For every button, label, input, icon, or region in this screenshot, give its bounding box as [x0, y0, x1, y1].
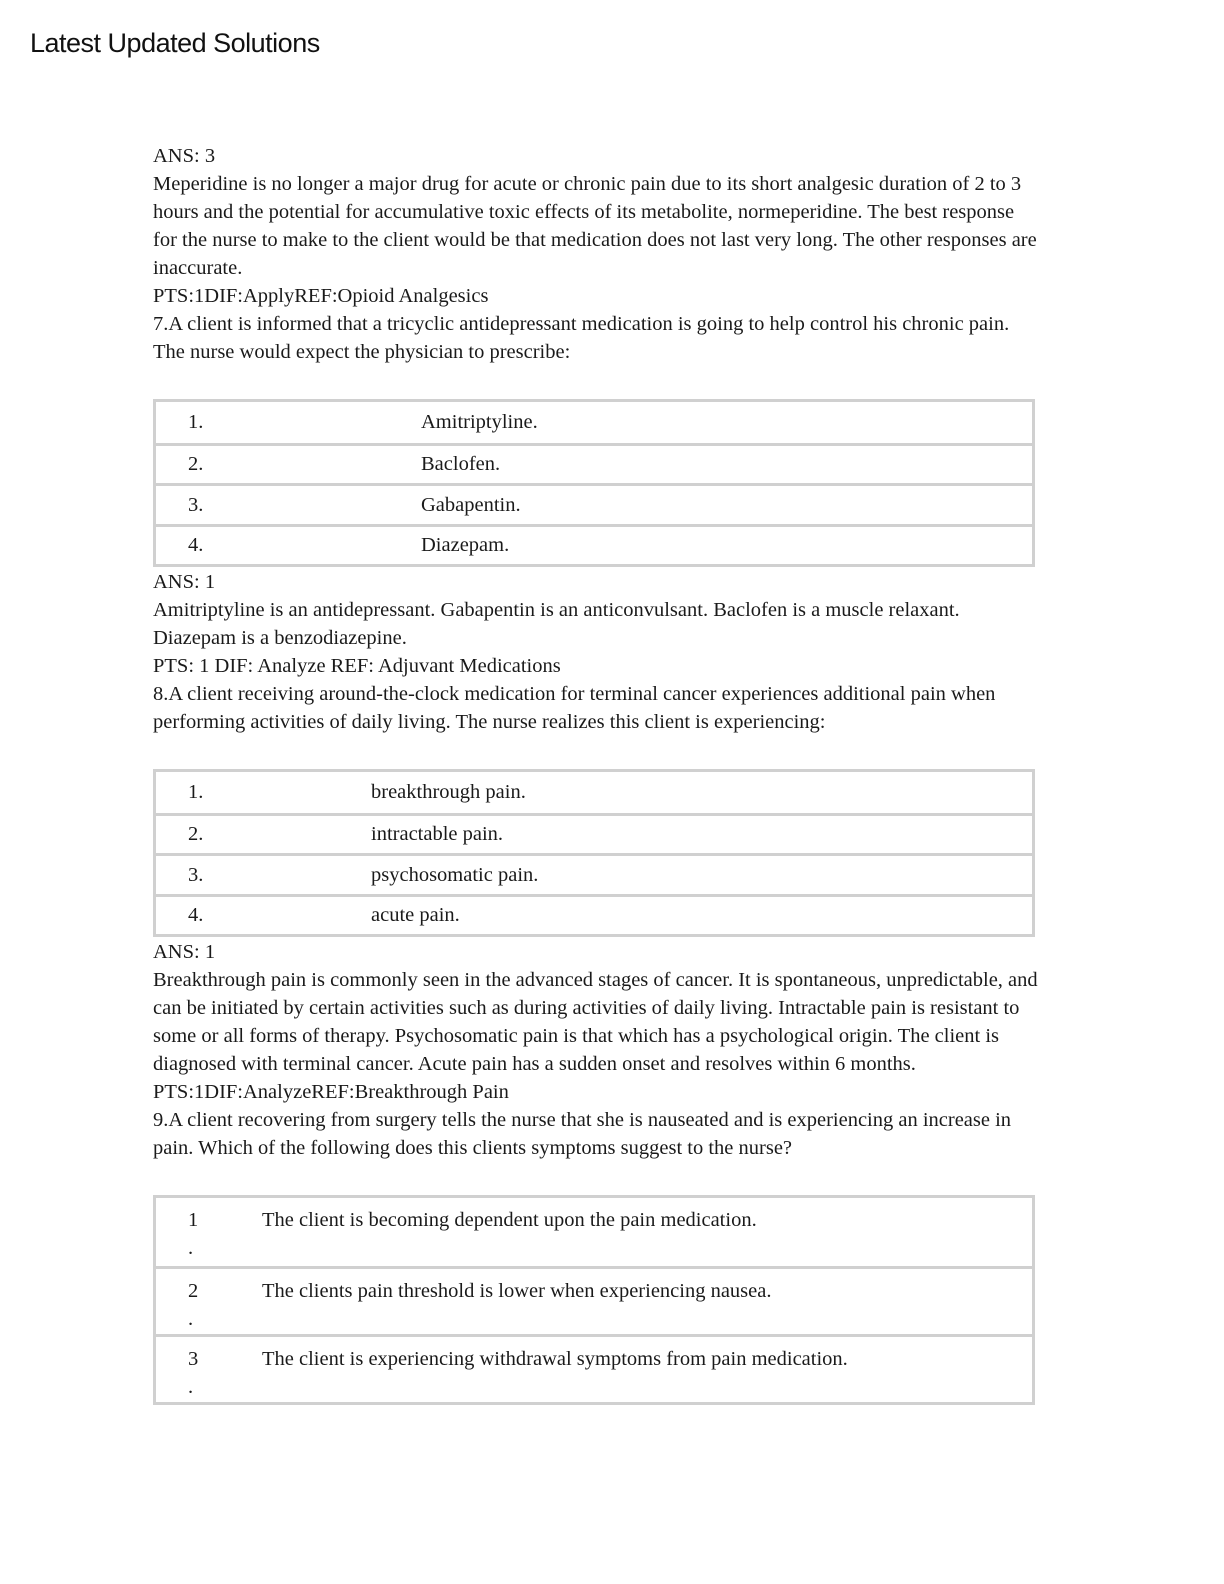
option-text: breakthrough pain. [371, 781, 526, 804]
answer-line: ANS: 1 [153, 571, 216, 593]
option-number [156, 1345, 262, 1401]
option-row[interactable] [156, 813, 1032, 854]
option-number-dot: . [188, 1237, 194, 1259]
option-row[interactable] [156, 894, 1032, 935]
option-row[interactable] [156, 772, 1032, 813]
option-text: Gabapentin. [421, 493, 521, 516]
option-text: acute pain. [371, 904, 460, 927]
question-9-text: 9.A client recovering from surgery tells the nurse that she is nauseated and is experiencing an increase in pain. Which of the following does this clients symptoms suggest to the nurse? [153, 1109, 1012, 1159]
option-number-dot: . [188, 1308, 194, 1330]
pts-line: PTS: 1 DIF: Analyze REF: Adjuvant Medications [153, 655, 561, 677]
rationale-text: Meperidine is no longer a major drug for acute or chronic pain due to its short analgesic duration of 2 to 3 hours and the potential for accumulative toxic effects of its metabolite, normeperidine. The best response for the nurse to make to the client would be that medication does not last very long. The other responses are inaccurate. [153, 173, 1037, 279]
page-header-title: Latest Updated Solutions [30, 28, 320, 58]
option-text: Amitriptyline. [421, 411, 538, 434]
rationale-text: Amitriptyline is an antidepressant. Gabapentin is an anticonvulsant. Baclofen is a muscle relaxant. Diazepam is a benzodiazepine. [153, 599, 960, 649]
option-row[interactable] [156, 402, 1032, 443]
option-number-digit: 1 [188, 1209, 199, 1231]
option-row[interactable] [156, 1266, 1032, 1334]
pts-line: PTS:1DIF:ApplyREF:Opioid Analgesics [153, 285, 489, 307]
option-number [156, 1277, 262, 1333]
option-number: 1. [188, 411, 204, 434]
pts-line: PTS:1DIF:AnalyzeREF:Breakthrough Pain [153, 1081, 509, 1103]
answer-line: ANS: 1 [153, 941, 216, 963]
question-8-options-table [153, 769, 1035, 937]
option-row[interactable] [156, 1334, 1032, 1402]
option-text: The client is becoming dependent upon the pain medication. [262, 1209, 757, 1231]
option-text: Diazepam. [421, 534, 510, 557]
option-row[interactable] [156, 443, 1032, 484]
question-7-text: 7.A client is informed that a tricyclic antidepressant medication is going to help control his chronic pain. The nurse would expect the physician to prescribe: [153, 313, 1010, 363]
option-number: 2. [188, 823, 204, 846]
option-row[interactable] [156, 1198, 1032, 1266]
option-text: The client is experiencing withdrawal symptoms from pain medication. [262, 1348, 848, 1370]
document-body [153, 142, 1043, 1405]
question-9-options-table [153, 1195, 1035, 1405]
option-number: 4. [188, 904, 204, 927]
option-number: 3. [188, 863, 204, 886]
option-number-digit: 3 [188, 1348, 199, 1370]
option-text: The clients pain threshold is lower when experiencing nausea. [262, 1280, 772, 1302]
option-number [156, 1206, 262, 1262]
option-number: 1. [188, 781, 204, 804]
option-row[interactable] [156, 524, 1032, 565]
option-row[interactable] [156, 483, 1032, 524]
option-number-dot: . [188, 1376, 194, 1398]
option-text: psychosomatic pain. [371, 863, 539, 886]
option-number: 4. [188, 534, 204, 557]
option-number-digit: 2 [188, 1280, 199, 1302]
question-8-text: 8.A client receiving around-the-clock medication for terminal cancer experiences additional pain when performing activities of daily living. The nurse realizes this client is experiencing: [153, 683, 996, 733]
answer-line: ANS: 3 [153, 145, 216, 167]
option-row[interactable] [156, 853, 1032, 894]
option-text: intractable pain. [371, 823, 504, 846]
question-7-options-table [153, 399, 1035, 567]
option-number: 3. [188, 493, 204, 516]
rationale-text: Breakthrough pain is commonly seen in the advanced stages of cancer. It is spontaneous, unpredictable, and can be initiated by certain activities such as during activities of daily living. Intractable pain is resistant to some or all forms of therapy. Psychosomatic pain is that which has a psychological origin. The client is diagnosed with terminal cancer. Acute pain has a sudden onset and resolves within 6 months. [153, 969, 1038, 1075]
option-text: Baclofen. [421, 453, 501, 476]
option-number: 2. [188, 453, 204, 476]
